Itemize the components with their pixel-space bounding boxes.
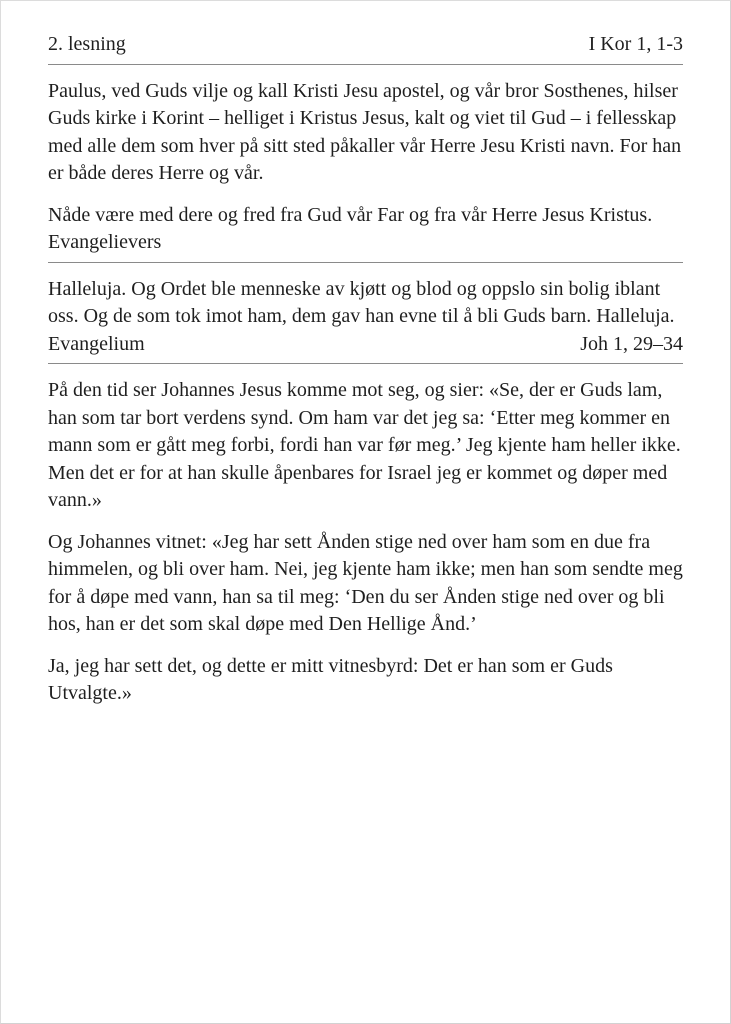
- section-heading-row: [48, 331, 683, 365]
- section-gospel-verse: [48, 229, 683, 331]
- section-second-reading: [48, 31, 683, 229]
- section-reference: Joh 1, 29–34: [580, 332, 683, 355]
- section-reference: I Kor 1, 1-3: [588, 33, 683, 55]
- page-content: [1, 1, 730, 708]
- paragraph: Paulus, ved Guds vilje og kall Kristi Jesu apostel, og vår bror Sosthenes, hilser Guds kirke i Korint – helliget i Kristus Jesus, kalt og viet til Gud – i fellesskap med alle dem som hver på sitt sted påkaller vår Herre Jesu Kristi navn. For han er både deres Herre og vår.: [48, 79, 682, 184]
- paragraph: Og Johannes vitnet: «Jeg har sett Ånden stige ned over ham som en due fra himmelen, og bli over ham. Nei, jeg kjente ham ikke; men han som sendte meg for å døpe med vann, han sa til meg: ‘Den du ser Ånden stige ned over og bli hos, han er det som skal døpe med Den Hellige Ånd.’: [48, 530, 683, 635]
- section-heading-row: [48, 229, 683, 263]
- section-gospel: [48, 331, 683, 708]
- section-title: Evangelium: [48, 332, 145, 355]
- paragraph: På den tid ser Johannes Jesus komme mot seg, og sier: «Se, der er Guds lam, han som tar bort verdens synd. Om ham var det jeg sa: ‘Etter meg kommer en mann som er gått meg forbi, fordi han var før meg.’ Jeg kjente ham heller ikke. Men det er for at han skulle åpenbares for Israel jeg er kommet og døper med vann.»: [48, 379, 681, 511]
- section-title: Evangelievers: [48, 231, 162, 253]
- section-title: 2. lesning: [48, 33, 126, 55]
- paragraph: Ja, jeg har sett det, og dette er mitt vitnesbyrd: Det er han som er Guds Utvalgte.»: [48, 654, 613, 704]
- section-heading-row: [48, 31, 683, 65]
- paragraph: Halleluja. Og Ordet ble menneske av kjøtt og blod og oppslo sin bolig iblant oss. Og de som tok imot ham, dem gav han evne til å bli Guds barn. Halleluja.: [48, 277, 675, 327]
- paragraph: Nåde være med dere og fred fra Gud vår Far og fra vår Herre Jesus Kristus.: [48, 203, 653, 226]
